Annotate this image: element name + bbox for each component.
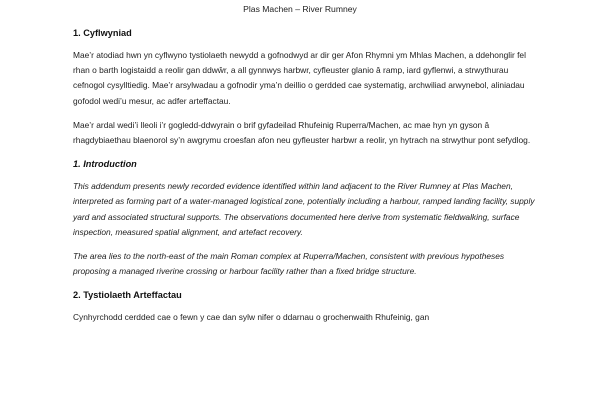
paragraph: This addendum presents newly recorded evidence identified within land adjacent to the River Rumney at Plas Machen, interpreted as forming part of a water-managed logistical zone, potentially including a harbour, ramped landing facility, supply yard and associated structural supports. The observations documented here derive from systematic fieldwalking, surface inspection, measured spatial alignment, and artefact recovery. (73, 181, 535, 237)
section-heading-cyflwyniad: 1. Cyflwyniad (73, 28, 132, 38)
page-header: Plas Machen – River Rumney (243, 4, 357, 14)
section-heading-introduction: 1. Introduction (73, 159, 137, 170)
paragraph: Cynhyrchodd cerdded cae o fewn y cae dan sylw nifer o ddarnau o grochenwaith Rhufeinig, gan (73, 312, 430, 323)
section-heading-tystiolaeth-arteffactau: 2. Tystiolaeth Arteffactau (73, 290, 182, 301)
paragraph: Mae’r ardal wedi’i lleoli i’r gogledd-ddwyrain o brif gyfadeilad Rhufeinig Ruperra/Machen, ac mae hyn yn gyson â rhagdybiaethau blaenorol sy’n awgrymu croesfan afon neu gyfleuster harbwr a reolir, yn hytrach na strwythur pont sefydlog. (73, 119, 531, 146)
paragraph: Mae’r atodiad hwn yn cyflwyno tystiolaeth newydd a gofnodwyd ar dir ger Afon Rhymni ym Mhlas Machen, a ddehonglir fel rhan o barth logistaidd a reolir gan ddwŵr, a all gynnwys harbwr, cyfleuster glanio â ramp, iard gyflenwi, a strwythurau cefnogol cysylltiedig. Mae’r arsylwadau a gofnodir yma’n deillio o gerdded cae systematig, archwiliad arwynebol, aliniadau gofodol wedi’u mesur, ac adfer arteffactau. (73, 50, 526, 106)
paragraph: The area lies to the north-east of the main Roman complex at Ruperra/Machen, consistent with previous hypotheses proposing a managed riverine crossing or harbour facility rather than a fixed bridge structure. (73, 251, 505, 277)
document-body (73, 27, 535, 335)
